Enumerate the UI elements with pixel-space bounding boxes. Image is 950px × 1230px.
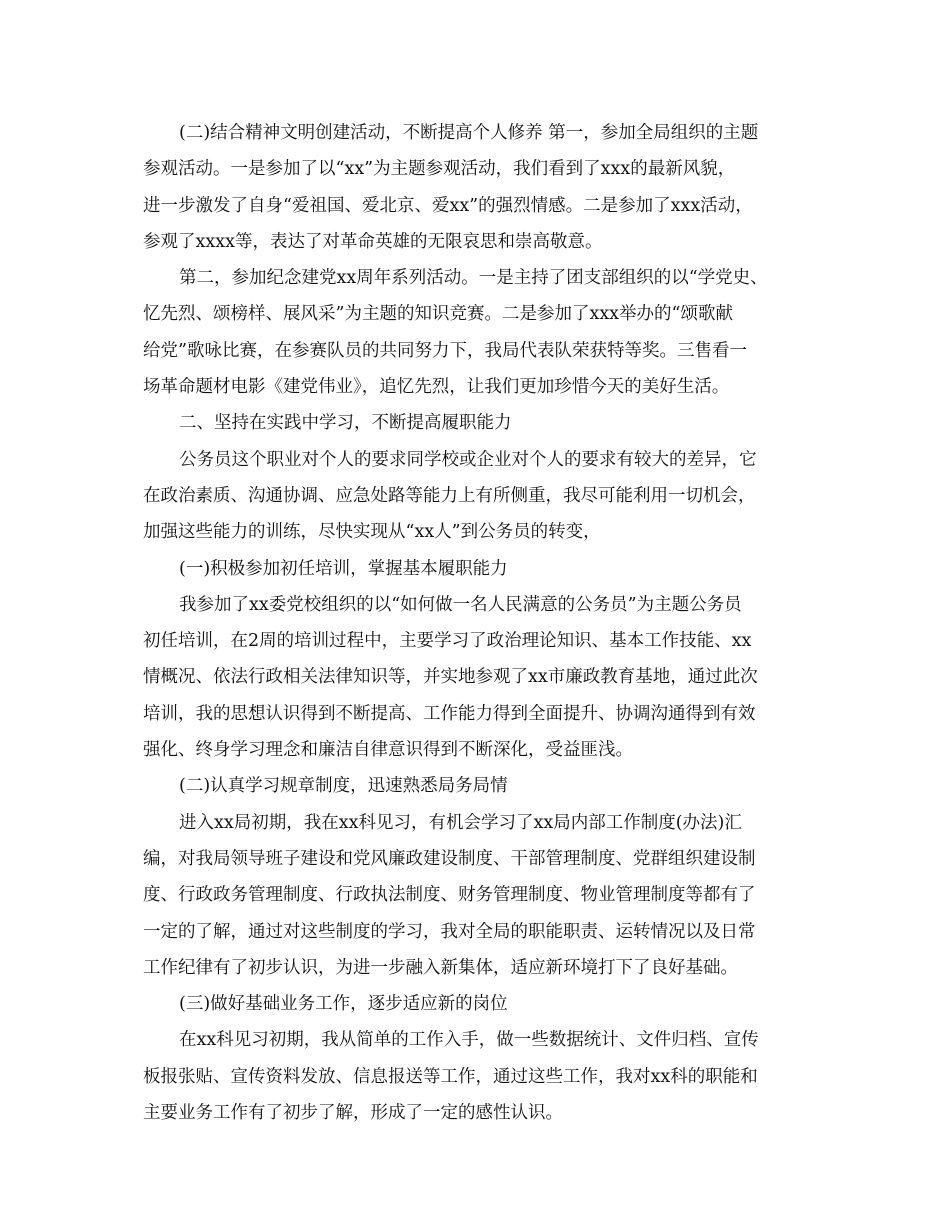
document-body — [143, 115, 813, 1131]
text-line: (二)结合精神文明创建活动，不断提高个人修养 第一，参加全局组织的主题 — [179, 123, 759, 143]
text-line: 加强这些能力的训练，尽快实现从“xx人”到公务员的转变， — [143, 522, 601, 543]
text-line: 在政治素质、沟通协调、应急处路等能力上有所侧重，我尽可能利用一切机会， — [143, 485, 756, 506]
text-line: 场革命题材电影《建党伟业》，追忆先烈，让我们更加珍惜今天的美好生活。 — [143, 377, 730, 398]
text-line: 一定的了解，通过对这些制度的学习，我对全局的职能职责、运转情况以及日常 — [143, 921, 756, 942]
text-line: 参观活动。一是参加了以“xx”为主题参观活动，我们看到了xxx的最新风貌， — [143, 159, 736, 180]
text-line: 强化、终身学习理念和廉洁自律意识得到不断深化，受益匪浅。 — [143, 740, 633, 761]
text-line: 培训，我的思想认识得到不断提高、工作能力得到全面提升、协调沟通得到有效 — [143, 703, 756, 724]
text-line: 进入xx局初期，我在xx科见习，有机会学习了xx局内部工作制度(办法)汇 — [179, 812, 742, 833]
text-line: 我参加了xx委党校组织的以“如何做一名人民满意的公务员”为主题公务员 — [179, 594, 742, 615]
section-heading: 二、坚持在实践中学习，不断提高履职能力 — [179, 413, 512, 434]
text-line: 主要业务工作有了初步了解，形成了一定的感性认识。 — [143, 1103, 563, 1124]
text-line: 度、行政政务管理制度、行政执法制度、财务管理制度、物业管理制度等都有了 — [143, 885, 756, 906]
subsection-heading: (三)做好基础业务工作，逐步适应新的岗位 — [179, 994, 508, 1015]
text-line: 编，对我局领导班子建设和党风廉政建设制度、干部管理制度、党群组织建设制 — [143, 848, 756, 869]
text-line: 参观了xxxx等，表达了对革命英雄的无限哀思和崇高敬意。 — [143, 231, 603, 252]
subsection-heading: (二)认真学习规章制度，迅速熟悉局务局情 — [179, 776, 508, 797]
text-line: 进一步激发了自身“爱祖国、爱北京、爱xx”的强烈情感。二是参加了xxx活动， — [143, 195, 753, 216]
subsection-heading: (一)积极参加初任培训，掌握基本履职能力 — [179, 558, 508, 579]
text-line: 第二，参加纪念建党xx周年系列活动。一是主持了团支部组织的以“学党史、 — [179, 268, 768, 289]
text-line: 板报张贴、宣传资料发放、信息报送等工作，通过这些工作，我对xx科的职能和 — [143, 1066, 758, 1087]
text-line: 初任培训，在2周的培训过程中，主要学习了政治理论知识、基本工作技能、xx — [143, 631, 752, 652]
text-line: 公务员这个职业对个人的要求同学校或企业对个人的要求有较大的差异，它 — [179, 449, 757, 470]
text-line: 忆先烈、颂榜样、展风采”为主题的知识竞赛。二是参加了xxx举办的“颂歌献 — [143, 304, 733, 325]
text-line: 给党”歌咏比赛，在参赛队员的共同努力下，我局代表队荣获特等奖。三售看一 — [143, 340, 747, 361]
text-line: 在xx科见习初期，我从简单的工作入手，做一些数据统计、文件归档、宣传 — [179, 1030, 759, 1051]
text-line: 情概况、依法行政相关法律知识等，并实地参观了xx市廉政教育基地，通过此次 — [143, 667, 758, 688]
text-line: 工作纪律有了初步认识，为进一步融入新集体，适应新环境打下了良好基础。 — [143, 957, 738, 978]
